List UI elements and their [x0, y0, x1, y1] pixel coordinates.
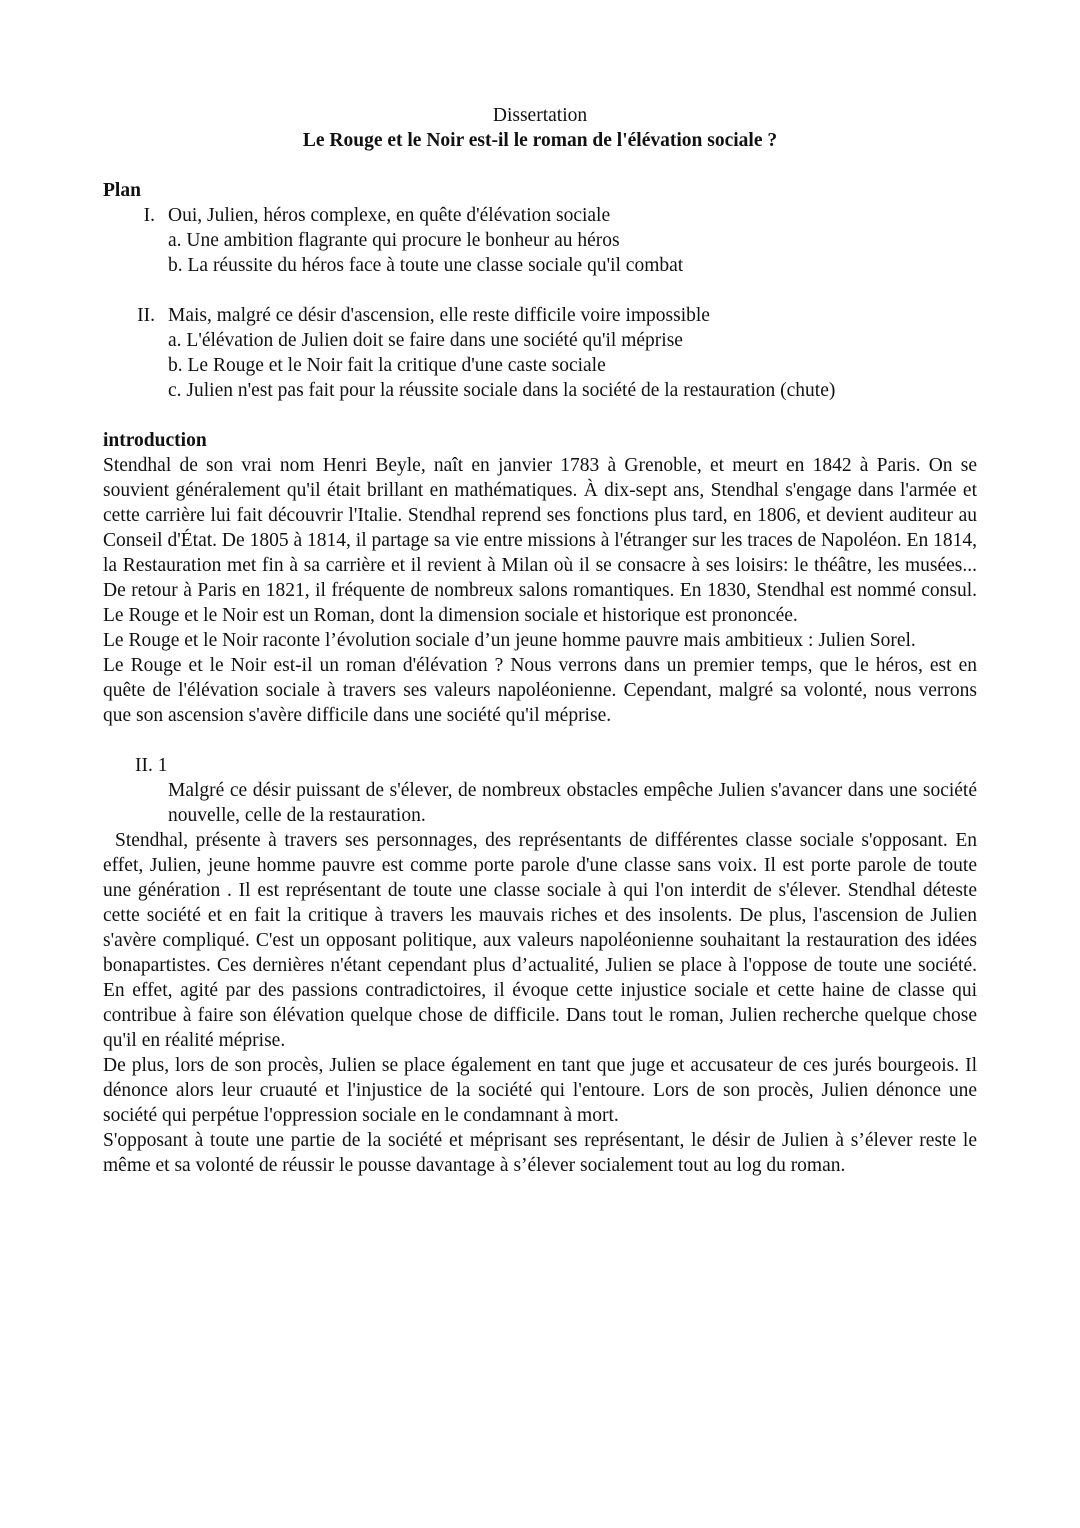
plan-part-title: Oui, Julien, héros complexe, en quête d'élévation sociale [168, 205, 611, 226]
section-number: II. 1 [135, 755, 168, 776]
plan-subpoint: c. Julien n'est pas fait pour la réussite sociale dans la société de la restauration (chute) [168, 380, 836, 401]
plan-subpoint: b. Le Rouge et le Noir fait la critique d'une caste sociale [168, 355, 606, 376]
document-title: Le Rouge et le Noir est-il le roman de l'élévation sociale ? [302, 130, 778, 151]
plan-subpoint: a. L'élévation de Julien doit se faire dans une société qu'il méprise [168, 330, 683, 351]
spacer [103, 278, 977, 303]
introduction-paragraph: Le Rouge et le Noir raconte l’évolution sociale d’un jeune homme pauvre mais ambitieux : Julien Sorel. [103, 630, 916, 651]
introduction-paragraph: Le Rouge et le Noir est-il un roman d'élévation ? Nous verrons dans un premier temps, que le héros, est en quête de l'élévation sociale à travers ses valeurs napoléonienne. Cependant, malgré sa volonté, nous verrons que son ascension s'avère difficile dans une société qu'il méprise. [103, 655, 977, 726]
section-lead: Malgré ce désir puissant de s'élever, de nombreux obstacles empêche Julien s'avancer dans une société nouvelle, celle de la restauration. [168, 780, 977, 826]
body-paragraph: De plus, lors de son procès, Julien se place également en tant que juge et accusateur de ces jurés bourgeois. Il dénonce alors leur cruauté et l'injustice de la société qui l'entoure. Lors de son procès, Julien dénonce une société qui perpétue l'oppression sociale en le condamnant à mort. [103, 1055, 977, 1126]
plan-subpoint: b. La réussite du héros face à toute une classe sociale qu'il combat [168, 255, 684, 276]
body-paragraph: S'opposant à toute une partie de la société et méprisant ses représentant, le désir de Julien à s’élever reste le même et sa volonté de réussir le pousse davantage à s’élever socialement tout au log du roman. [103, 1130, 977, 1176]
spacer [103, 153, 977, 178]
plan-part-numeral: I. [143, 205, 155, 226]
introduction-paragraph: Stendhal de son vrai nom Henri Beyle, naît en janvier 1783 à Grenoble, et meurt en 1842 à Paris. On se souvient généralement qu'il était brillant en mathématiques. À dix-sept ans, Stendhal s'engage dans l'armée et cette carrière lui fait découvrir l'Italie. Stendhal reprend ses fonctions plus tard, en 1806, et devient auditeur au Conseil d'État. De 1805 à 1814, il partage sa vie entre missions à l'étranger sur les traces de Napoléon. En 1814, la Restauration met fin à sa carrière et il revient à Milan où il se consacre à ses loisirs: le théâtre, les musées... De retour à Paris en 1821, il fréquente de nombreux salons romantiques. En 1830, Stendhal est nommé consul. Le Rouge et le Noir est un Roman, dont la dimension sociale et historique est prononcée. [103, 455, 977, 626]
document-page [103, 103, 977, 1178]
document-type: Dissertation [492, 105, 588, 126]
introduction-heading: introduction [103, 430, 207, 451]
spacer [103, 403, 977, 428]
plan-part-2 [103, 303, 977, 403]
plan-subpoint: a. Une ambition flagrante qui procure le bonheur au héros [168, 230, 620, 251]
body-paragraph: Stendhal, présente à travers ses personnages, des représentants de différentes classe sociale s'opposant. En effet, Julien, jeune homme pauvre est comme porte parole d'une classe sans voix. Il est porte parole de toute une génération . Il est représentant de toute une classe sociale à qui l'on interdit de s'élever. Stendhal déteste cette société et en fait la critique à travers les mauvais riches et des insolents. De plus, l'ascension de Julien s'avère compliqué. C'est un opposant politique, aux valeurs napoléonienne souhaitant la restauration des idées bonapartistes. Ces dernières n'étant cependant plus d’actualité, Julien se place à l'oppose de toute une société. En effet, agité par des passions contradictoires, il évoque cette injustice sociale et cette haine de classe qui contribue à faire son élévation quelque chose de difficile. Dans tout le roman, Julien recherche quelque chose qu'il en réalité méprise. [103, 830, 977, 1051]
plan-part-1 [103, 203, 977, 278]
plan-part-numeral: II. [137, 305, 155, 326]
plan-part-title: Mais, malgré ce désir d'ascension, elle reste difficile voire impossible [168, 305, 710, 326]
plan-heading: Plan [103, 180, 141, 201]
spacer [103, 728, 977, 753]
